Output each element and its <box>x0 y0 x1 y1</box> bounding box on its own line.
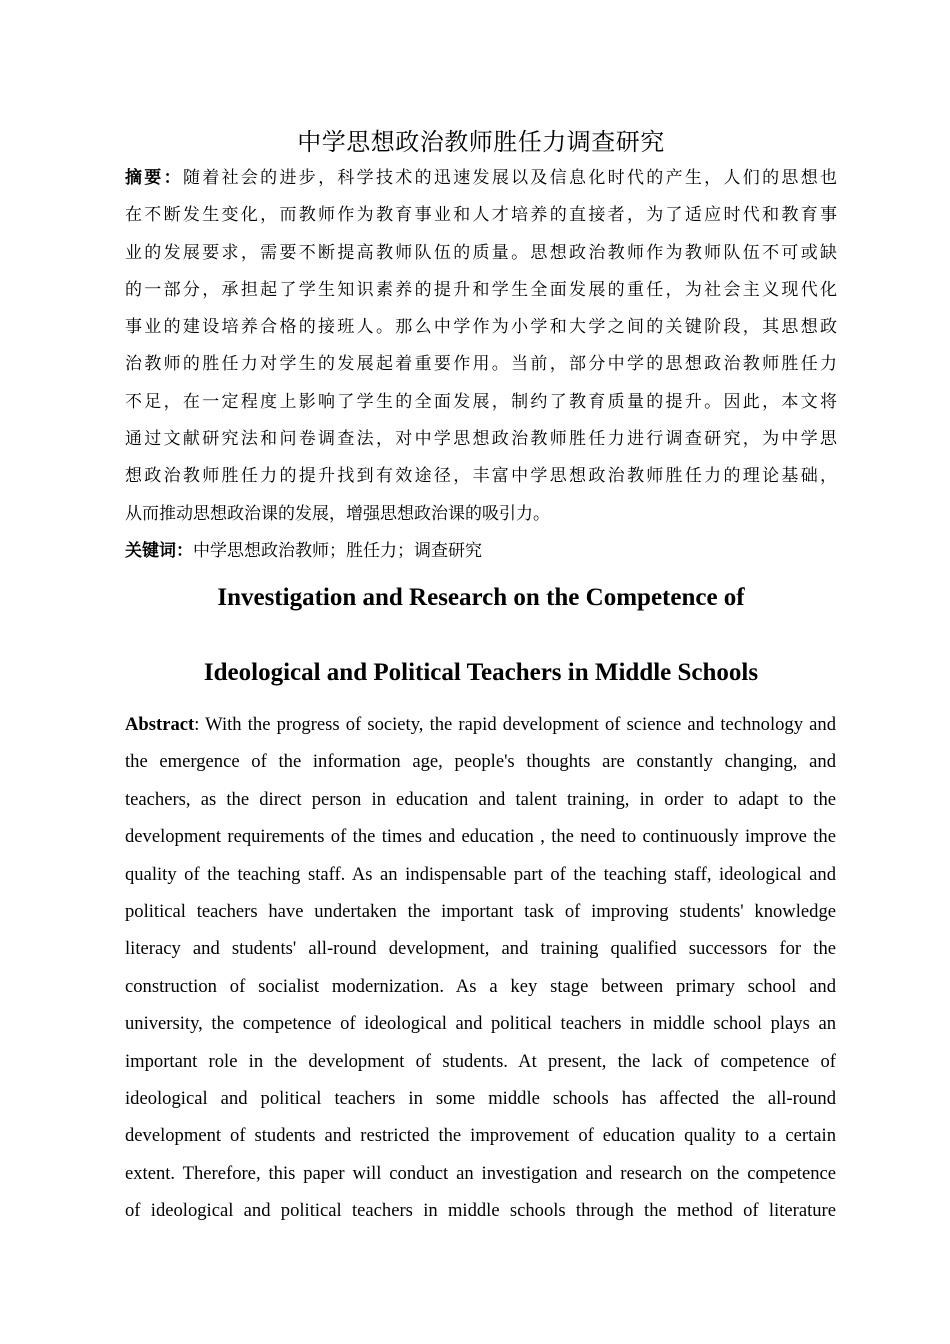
english-abstract-line: the emergence of the information age, people's thoughts are constantly changing, and <box>125 751 836 773</box>
english-abstract-line: political teachers have undertaken the important task of improving students' knowledge <box>125 900 836 922</box>
chinese-abstract-line: 业的发展要求，需要不断提高教师队伍的质量。思想政治教师作为教师队伍不可或缺 <box>125 242 837 263</box>
chinese-keywords <box>125 533 837 570</box>
chinese-keywords-label: 关键词： <box>125 540 193 561</box>
english-abstract-line: university, the competence of ideological and political teachers in middle school plays an <box>125 1013 836 1035</box>
chinese-abstract-line: 不足，在一定程度上影响了学生的全面发展，制约了教育质量的提升。因此，本文将 <box>125 391 837 412</box>
english-abstract-label: Abstract <box>125 714 195 735</box>
english-abstract-line: quality of the teaching staff. As an indispensable part of the teaching staff, ideological and <box>125 863 836 885</box>
english-abstract-line: construction of socialist modernization. As a key stage between primary school and <box>125 975 836 997</box>
english-abstract <box>125 706 836 1229</box>
english-abstract-line: important role in the development of students. At present, the lack of competence of <box>125 1050 836 1072</box>
english-abstract-line: Abstract: With the progress of society, the rapid development of science and technology and <box>125 714 836 735</box>
chinese-abstract-line: 的一部分，承担起了学生知识素养的提升和学生全面发展的重任，为社会主义现代化 <box>125 279 837 300</box>
chinese-abstract-line: 在不断发生变化，而教师作为教育事业和人才培养的直接者，为了适应时代和教育事 <box>125 205 837 226</box>
chinese-keywords-text: 中学思想政治教师；胜任力；调查研究 <box>193 540 482 561</box>
chinese-abstract-label: 摘要： <box>125 168 183 188</box>
english-abstract-line: ideological and political teachers in some middle schools has affected the all-round <box>125 1087 836 1109</box>
english-abstract-line: of ideological and political teachers in middle schools through the method of literature <box>125 1200 836 1222</box>
english-abstract-line: teachers, as the direct person in education and talent training, in order to adapt to the <box>125 788 836 810</box>
chinese-abstract-line: 摘要：随着社会的进步，科学技术的迅速发展以及信息化时代的产生，人们的思想也 <box>125 168 837 188</box>
chinese-abstract-line: 想政治教师胜任力的提升找到有效途径，丰富中学思想政治教师胜任力的理论基础， <box>125 466 837 487</box>
english-abstract-line: development of students and restricted the improvement of education quality to a certain <box>125 1125 836 1147</box>
english-abstract-line: extent. Therefore, this paper will conduct an investigation and research on the competence <box>125 1162 836 1184</box>
english-abstract-line: development requirements of the times and education , the need to continuously improve the <box>125 826 836 848</box>
chinese-abstract-line: 从而推动思想政治课的发展，增强思想政治课的吸引力。 <box>125 503 550 524</box>
english-title-line-2: Ideological and Political Teachers in Middle Schools <box>203 659 759 686</box>
chinese-abstract <box>125 160 837 570</box>
chinese-abstract-line: 治教师的胜任力对学生的发展起着重要作用。当前，部分中学的思想政治教师胜任力 <box>125 354 837 375</box>
english-abstract-line: literacy and students' all-round development, and training qualified successors for the <box>125 938 836 960</box>
english-title-line-1: Investigation and Research on the Competence of <box>217 584 745 611</box>
chinese-title: 中学思想政治教师胜任力调查研究 <box>297 128 665 156</box>
chinese-abstract-line: 通过文献研究法和问卷调查法，对中学思想政治教师胜任力进行调查研究，为中学思 <box>125 429 837 450</box>
chinese-abstract-line: 事业的建设培养合格的接班人。那么中学作为小学和大学之间的关键阶段，其思想政 <box>125 317 837 338</box>
